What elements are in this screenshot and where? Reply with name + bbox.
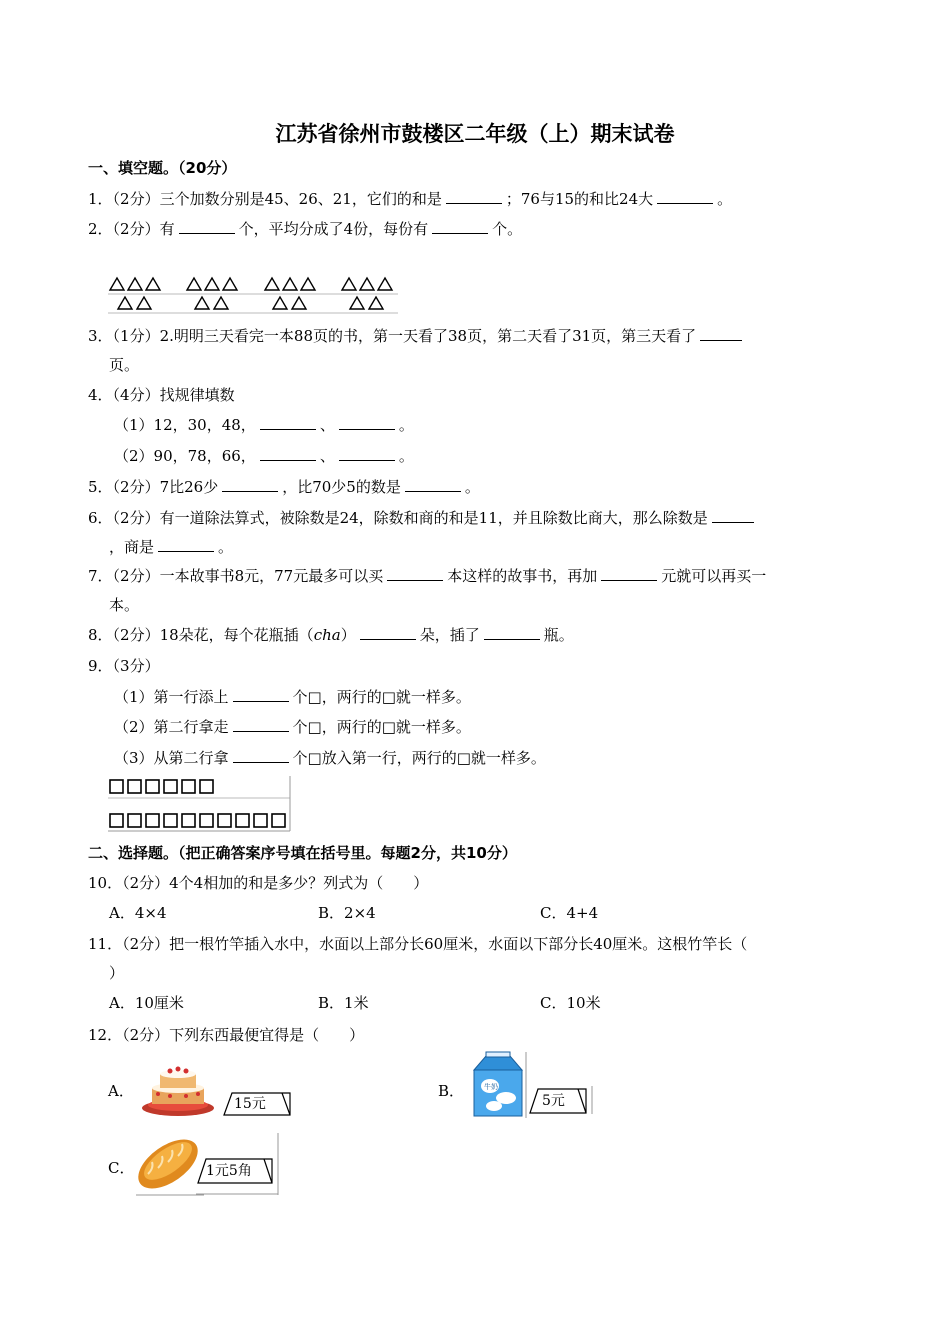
- q2-text-c: 个。: [492, 220, 523, 238]
- answer-blank[interactable]: [158, 537, 214, 552]
- q1-text-a: 1．（2分）三个加数分别是45、26、21，它们的和是: [88, 190, 442, 208]
- q10-option-b[interactable]: B．2×4: [318, 904, 376, 922]
- q9-p2-text-a: （2）第二行拿走: [114, 718, 229, 736]
- question-11: 11．（2分）把一根竹竿插入水中，水面以上部分长60厘米，水面以下部分长40厘米。这根竹竿长（: [88, 935, 748, 953]
- milk-carton-image: [468, 1052, 528, 1118]
- q4-sep: 、: [319, 447, 335, 465]
- question-8: [88, 625, 574, 645]
- answer-blank[interactable]: [233, 717, 289, 732]
- q1-text-c: 。: [717, 190, 733, 208]
- question-7: [88, 566, 766, 586]
- q7-text-c: 元就可以再买一: [661, 567, 767, 585]
- answer-blank[interactable]: [432, 219, 488, 234]
- answer-blank[interactable]: [712, 508, 754, 523]
- price-c: 1元5角: [206, 1163, 252, 1179]
- price-b: 5元: [542, 1093, 565, 1109]
- q9-p3-text-a: （3）从第二行拿: [114, 749, 229, 767]
- question-12: 12．（2分）下列东西最便宜得是（ ）: [88, 1026, 365, 1044]
- q9-p2-text-b: 个□，两行的□就一样多。: [292, 718, 471, 736]
- answer-blank[interactable]: [339, 446, 395, 461]
- q4-p2-text: （2）90，78，66，: [114, 447, 256, 465]
- q1-text-b: ；76与15的和比24大: [505, 190, 654, 208]
- question-6: [88, 508, 758, 528]
- q7-text-a: 7．（2分）一本故事书8元，77元最多可以买: [88, 567, 384, 585]
- answer-blank[interactable]: [700, 326, 742, 341]
- triangles-figure: [106, 276, 402, 316]
- question-9: 9．（3分）: [88, 657, 160, 675]
- q11-option-a[interactable]: A．10厘米: [109, 994, 184, 1012]
- q11-option-c[interactable]: C．10米: [540, 994, 601, 1012]
- q12-option-b-label[interactable]: B．: [438, 1082, 465, 1100]
- q6-text-a: 6．（2分）有一道除法算式，被除数是24，除数和商的和是11，并且除数比商大，那么除数是: [88, 509, 708, 527]
- question-10: 10．（2分）4个4相加的和是多少？列式为（ ）: [88, 874, 429, 892]
- q12-option-a-label[interactable]: A．: [108, 1082, 134, 1100]
- q9-part-3: [114, 748, 546, 768]
- question-4: 4．（4分）找规律填数: [88, 386, 235, 404]
- q5-text-b: ，比70少5的数是: [282, 478, 401, 496]
- squares-figure: [106, 776, 294, 832]
- price-tag-a: [222, 1090, 292, 1116]
- q4-sep: 、: [319, 416, 335, 434]
- answer-blank[interactable]: [657, 189, 713, 204]
- answer-blank[interactable]: [405, 477, 461, 492]
- q6-continued: [109, 537, 233, 557]
- q11-option-b[interactable]: B．1米: [318, 994, 369, 1012]
- price-tag-b: [528, 1086, 594, 1114]
- q6-text-c: 。: [218, 538, 234, 556]
- q10-option-c[interactable]: C．4+4: [540, 904, 599, 922]
- cake-image: [140, 1058, 218, 1118]
- price-a: 15元: [234, 1096, 266, 1112]
- answer-blank[interactable]: [484, 625, 540, 640]
- question-2: [88, 219, 522, 239]
- q8-text-d: 瓶。: [543, 626, 574, 644]
- q8-text-c: 朵，插了: [419, 626, 480, 644]
- answer-blank[interactable]: [446, 189, 502, 204]
- answer-blank[interactable]: [233, 748, 289, 763]
- answer-blank[interactable]: [260, 415, 316, 430]
- bread-image: [134, 1128, 204, 1196]
- answer-blank[interactable]: [260, 446, 316, 461]
- q6-text-b: ，商是: [109, 538, 155, 556]
- q10-option-a[interactable]: A．4×4: [109, 904, 167, 922]
- q9-part-1: [114, 687, 471, 707]
- price-tag-c: [196, 1133, 280, 1195]
- q8-text-a: 8．（2分）18朵花，每个花瓶插（: [88, 626, 314, 644]
- answer-blank[interactable]: [387, 566, 443, 581]
- q11-continued: ）: [109, 964, 125, 982]
- q3-text-a: 3．（1分）2.明明三天看完一本88页的书，第一天看了38页，第二天看了31页，第三天看了: [88, 327, 697, 345]
- q7-text-b: 本这样的故事书，再加: [447, 567, 598, 585]
- page-title: 江苏省徐州市鼓楼区二年级（上）期末试卷: [275, 122, 675, 146]
- answer-blank[interactable]: [222, 477, 278, 492]
- q4-part-1: [114, 415, 414, 435]
- q4-part-2: [114, 446, 414, 466]
- q5-text-a: 5．（2分）7比26少: [88, 478, 219, 496]
- q5-text-c: 。: [464, 478, 480, 496]
- answer-blank[interactable]: [179, 219, 235, 234]
- answer-blank[interactable]: [339, 415, 395, 430]
- question-1: [88, 189, 732, 209]
- answer-blank[interactable]: [233, 687, 289, 702]
- question-3: [88, 326, 746, 346]
- q2-text-a: 2．（2分）有: [88, 220, 175, 238]
- q8-pinyin: cha: [313, 626, 341, 644]
- q9-p1-text-b: 个□，两行的□就一样多。: [292, 688, 471, 706]
- section-2-heading: 二、选择题。（把正确答案序号填在括号里。每题2分，共10分）: [88, 844, 517, 862]
- q4-p1-text: （1）12，30，48，: [114, 416, 256, 434]
- question-5: [88, 477, 480, 497]
- q4-end: 。: [398, 447, 414, 465]
- answer-blank[interactable]: [360, 625, 416, 640]
- section-1-heading: 一、填空题。（20分）: [88, 159, 237, 177]
- q7-continued: 本。: [109, 596, 140, 614]
- q8-text-b: ）: [340, 626, 356, 644]
- q9-p3-text-b: 个□放入第一行，两行的□就一样多。: [292, 749, 546, 767]
- q9-p1-text-a: （1）第一行添上: [114, 688, 229, 706]
- milk-label: 牛奶: [484, 1083, 498, 1091]
- q4-end: 。: [398, 416, 414, 434]
- q3-continued: 页。: [109, 356, 140, 374]
- answer-blank[interactable]: [601, 566, 657, 581]
- q12-option-c-label[interactable]: C．: [108, 1159, 135, 1177]
- q2-text-b: 个，平均分成了4份，每份有: [238, 220, 429, 238]
- q9-part-2: [114, 717, 471, 737]
